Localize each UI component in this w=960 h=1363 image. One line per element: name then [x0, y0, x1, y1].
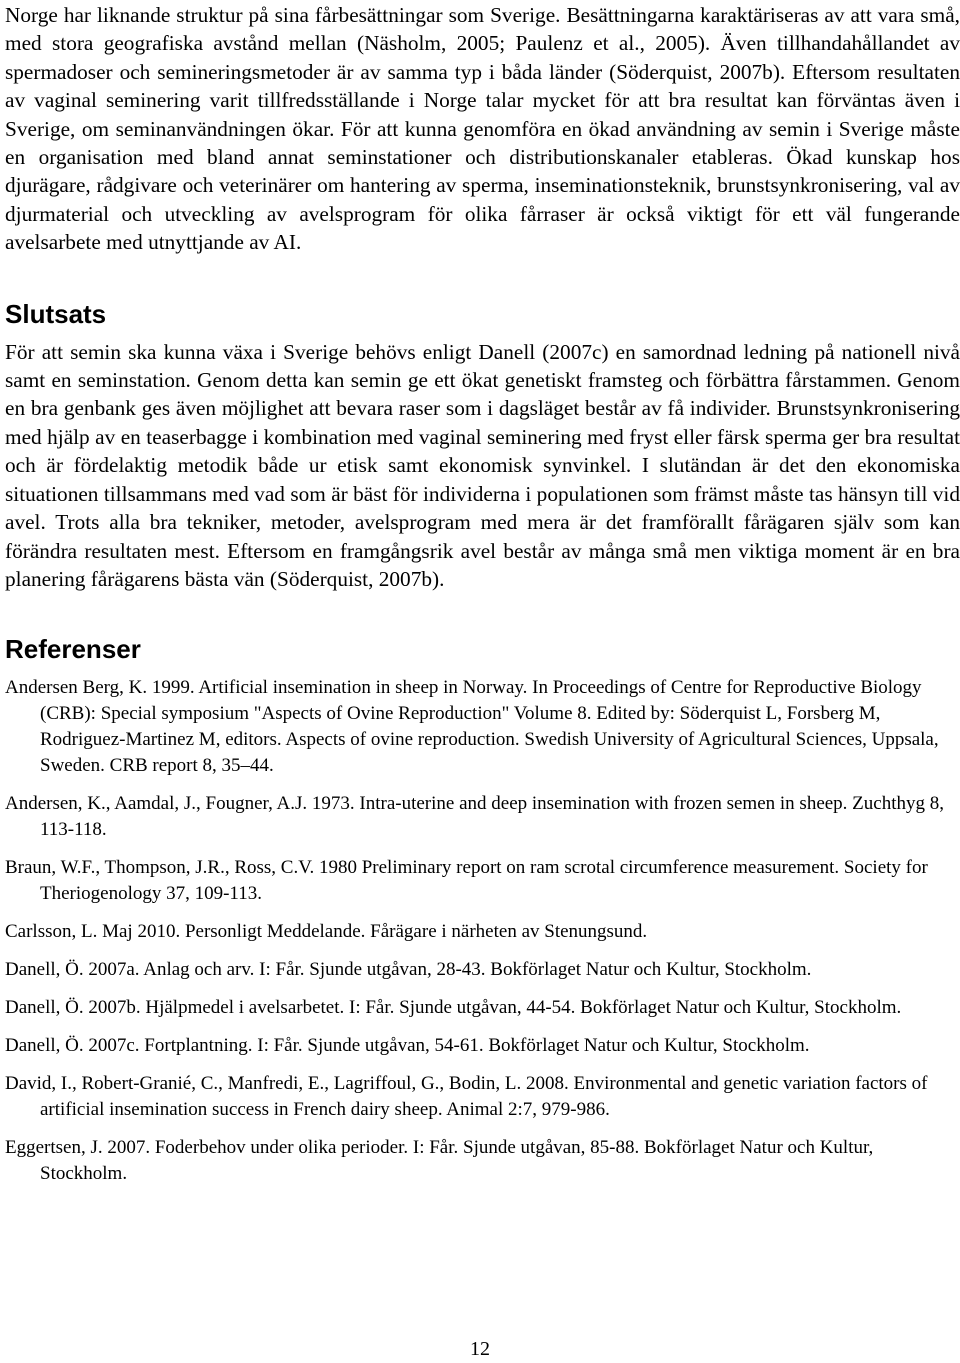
reference-item: Danell, Ö. 2007b. Hjälpmedel i avelsarbetet. I: Får. Sjunde utgåvan, 44-54. Bokförlaget Natur och Kultur, Stockholm.: [5, 997, 902, 1019]
reference-item: Andersen, K., Aamdal, J., Fougner, A.J. 1973. Intra-uterine and deep insemination with frozen semen in sheep. Zuchthyg 8, 113-118.: [5, 793, 944, 841]
document-page: [5, 0, 960, 1199]
section-heading-referenser: Referenser: [5, 634, 141, 665]
reference-item: Danell, Ö. 2007a. Anlag och arv. I: Får. Sjunde utgåvan, 28-43. Bokförlaget Natur och Kultur, Stockholm.: [5, 959, 812, 981]
reference-item: Eggertsen, J. 2007. Foderbehov under olika perioder. I: Får. Sjunde utgåvan, 85-88. Bokförlaget Natur och Kultur, Stockholm.: [5, 1137, 874, 1185]
reference-item: Carlsson, L. Maj 2010. Personligt Meddelande. Fårägare i närheten av Stenungsund.: [5, 921, 648, 943]
reference-item: Danell, Ö. 2007c. Fortplantning. I: Får. Sjunde utgåvan, 54-61. Bokförlaget Natur och Kultur, Stockholm.: [5, 1035, 810, 1057]
reference-item: David, I., Robert-Granié, C., Manfredi, E., Lagriffoul, G., Bodin, L. 2008. Environmental and genetic variation factors of artificial insemination success in French dairy sheep. Animal 2:7, 979-986.: [5, 1073, 928, 1121]
reference-item: Andersen Berg, K. 1999. Artificial insemination in sheep in Norway. In Proceedings of Centre for Reproductive Biology (CRB): Special symposium "Aspects of Ovine Reproduction" Volume 8. Edited by: Söderquist L, Forsberg M, Rodriguez-Martinez M, editors. Aspects of ovine reproduction. Swedish University of Agricultural Sciences, Uppsala, Sweden. CRB report 8, 35–44.: [5, 677, 939, 777]
section-heading-slutsats: Slutsats: [5, 298, 107, 329]
reference-item: Braun, W.F., Thompson, J.R., Ross, C.V. 1980 Preliminary report on ram scrotal circumference measurement. Society for Theriogenology 37, 109-113.: [5, 857, 928, 905]
reference-list: [5, 675, 960, 1187]
page-number: 12: [470, 1338, 490, 1360]
slutsats-paragraph: För att semin ska kunna växa i Sverige behövs enligt Danell (2007c) en samordnad ledning på nationell nivå samt en seminstation. Genom detta kan semin ge ett ökat genetiskt framsteg och förbättra fårstammen. Genom en bra genbank ges även möjlighet att bevara raser som i dagsläget består av få individer. Brunstsynkronisering med hjälp av en teaserbagge i kombination med vaginal seminering med fryst eller färsk sperma ger bra resultat och är fördelaktig metodik både ur etisk samt ekonomisk synvinkel. I slutändan är det den ekonomiska situationen tillsammans med vad som är bäst för individerna i populationen som främst måste tas hänsyn till vid avel. Trots alla bra tekniker, metoder, avelsprogram med mera är det framförallt fårägaren själv som kan förändra resultaten mest. Eftersom en framgångsrik avel består av många små men viktiga moment är en bra planering fårägarens bästa vän (Söderquist, 2007b).: [5, 339, 960, 591]
intro-paragraph: Norge har liknande struktur på sina fårbesättningar som Sverige. Besättningarna karaktäriseras av att vara små, med stora geografiska avstånd mellan (Näsholm, 2005; Paulenz et al., 2005). Även tillhandahållandet av spermadoser och semineringsmetoder är av samma typ i båda länder (Söderquist, 2007b). Eftersom resultaten av vaginal seminering varit tillfredsställande i Norge talar mycket för att bra resultat kan förväntas även i Sverige, om seminanvändningen ökar. För att kunna genomföra en ökad användning av semin i Sverige måste en organisation med bland annat seminstationer och distributionskanaler etableras. Ökad kunskap hos djurägare, rådgivare och veterinärer om hantering av sperma, inseminationsteknik, brunstsynkronisering, val av djurmaterial och utveckling av avelsprogram för olika fårraser är också viktigt för ett väl fungerande avelsarbete med utnyttjande av AI.: [5, 3, 960, 255]
